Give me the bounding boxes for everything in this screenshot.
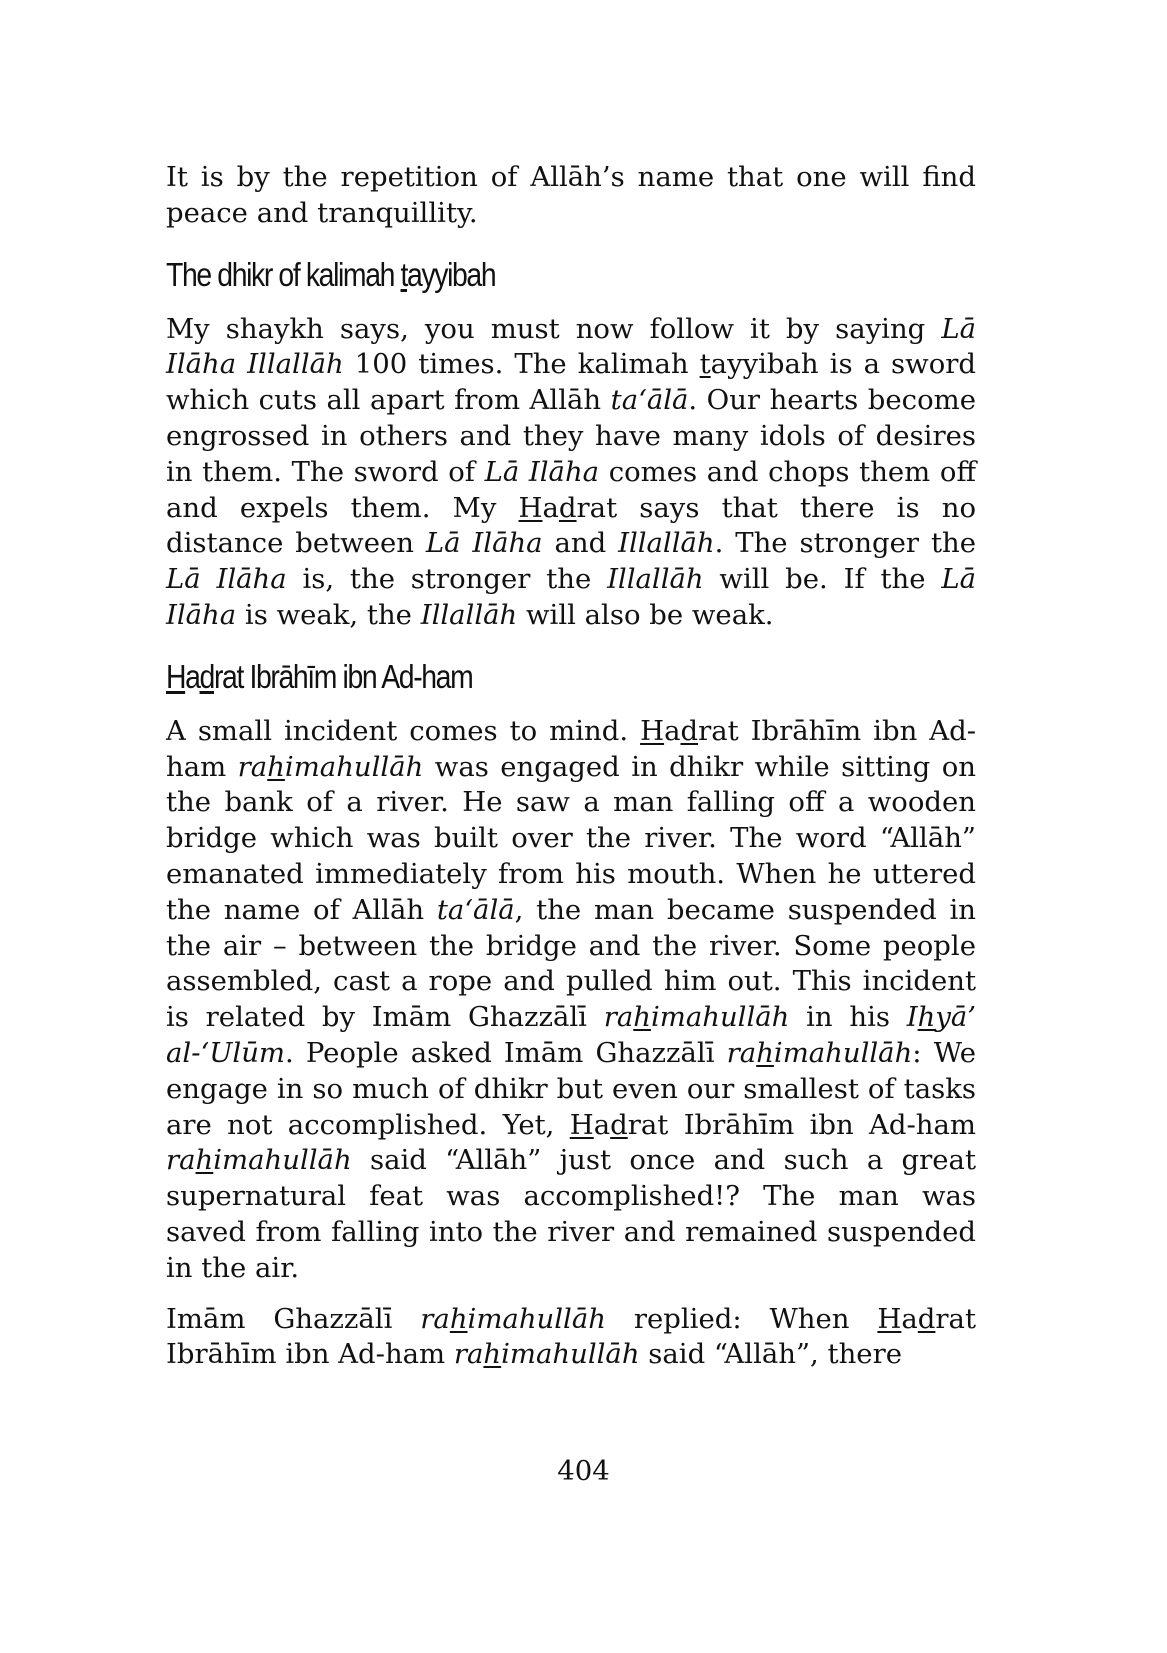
section-heading-ibrahim-ibn-adham: Hadrat Ibrāhīm ibn Ad-ham <box>166 657 473 695</box>
intro-paragraph: It is by the repetition of Allāh’s name that one will find peace and tranquillity. <box>166 161 976 229</box>
incident-paragraph: A small incident comes to mind. Hadrat Ibrāhīm ibn Ad-ham rahimahullāh was engaged in dhikr while sitting on the bank of a river. He saw a man falling off a wooden bridge which was built over the river. The word “Allāh” emanated immediately from his mouth. When he uttered the name of Allāh ta‘ālā, the man became suspended in the air – between the bridge and the river. Some people assembled, cast a rope and pulled him out. This incident is related by Imām Ghazzālī rahimahullāh in his Ihyā’ al-‘Ulūm. People asked Imām Ghazzālī rahimahullāh: We engage in so much of dhikr but even our smallest of tasks are not accomplished. Yet, Hadrat Ibrāhīm ibn Ad-ham rahimahullāh said “Allāh” just once and such a great supernatural feat was accomplished!? The man was saved from falling into the river and remained suspended in the air. <box>166 714 976 1284</box>
kalimah-tayyibah-paragraph: My shaykh says, you must now follow it by saying Lā Ilāha Illallāh 100 times. The kalimah tayyibah is a sword which cuts all apart from Allāh ta‘ālā. Our hearts become engrossed in others and they have many idols of desires in them. The sword of Lā Ilāha comes and chops them off and expels them. My Hadrat says that there is no distance between Lā Ilāha and Illallāh. The stronger the Lā Ilāha is, the stronger the Illallāh will be. If the Lā Ilāha is weak, the Illallāh will also be weak. <box>166 312 977 631</box>
section-heading-kalimah-tayyibah: The dhikr of kalimah tayyibah <box>166 255 496 293</box>
ghazzali-reply-paragraph: Imām Ghazzālī rahimahullāh replied: When Hadrat Ibrāhīm ibn Ad-ham rahimahullāh said “Allāh”, there <box>166 1302 976 1371</box>
page-number: 404 <box>557 1455 610 1487</box>
page-content <box>166 160 976 1373</box>
